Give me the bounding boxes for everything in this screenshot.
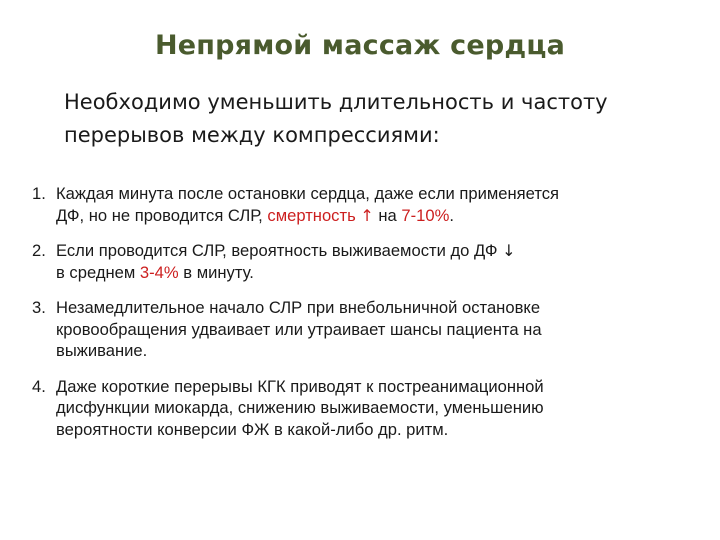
numbered-list [32, 183, 702, 454]
item-1-line-2 [56, 205, 702, 227]
item-3-line-3: выживание. [56, 341, 148, 360]
item-2-line-1 [56, 240, 702, 262]
arrow-up-icon: ↑ [360, 205, 374, 225]
intro-text [64, 86, 684, 152]
item-number: 3. [32, 298, 46, 317]
item-4-line-2: дисфункции миокарда, снижению выживаемости, уменьшению [56, 398, 544, 417]
item-4-line-1: Даже короткие перерывы КГК приводят к постреанимационной [56, 376, 544, 396]
list-item-2 [32, 240, 702, 283]
item-2-line-2 [56, 262, 702, 284]
item-number: 2. [32, 241, 46, 260]
intro-line-2: перерывов между компрессиями: [64, 123, 440, 147]
slide-title: Непрямой массаж сердца [154, 30, 566, 61]
item-3-line-2: кровообращения удваивает или утраивает шансы пациента на [56, 319, 542, 339]
survival-value: 3-4% [139, 262, 179, 282]
item-2-text-3: в минуту. [178, 262, 254, 282]
item-1-line-1: Каждая минута после остановки сердца, даже если применяется [56, 184, 560, 203]
item-1-period: . [449, 205, 454, 225]
item-number: 4. [32, 376, 46, 396]
item-2-text: Если проводится СЛР, вероятность выживаемости до ДФ [56, 241, 503, 260]
item-1-text: ДФ, но не проводится СЛР, [56, 205, 268, 225]
item-number: 1. [32, 184, 46, 203]
list-item-3 [32, 297, 702, 362]
list-item-4 [32, 376, 702, 441]
list-item-1 [32, 183, 702, 226]
mortality-label: смертность [267, 205, 361, 225]
item-4-line-3: вероятности конверсии ФЖ в какой-либо др. ритм. [56, 419, 449, 439]
intro-line-1: Необходимо уменьшить длительность и частоту [64, 90, 608, 114]
item-1-text-mid: на [373, 205, 402, 225]
arrow-down-icon: ↓ [502, 241, 516, 260]
item-3-line-1: Незамедлительное начало СЛР при внебольничной остановке [56, 298, 541, 317]
mortality-value: 7-10% [401, 205, 450, 225]
item-2-text-2: в среднем [56, 262, 140, 282]
